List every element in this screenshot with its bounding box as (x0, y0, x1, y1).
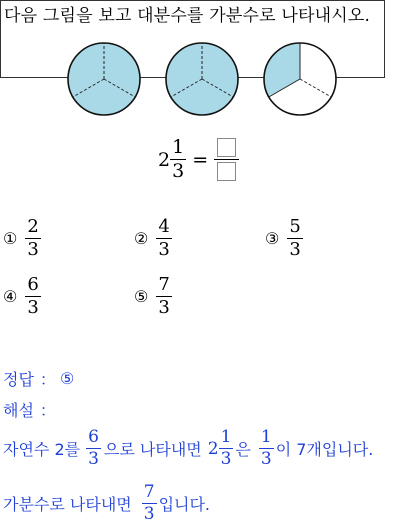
explanation-text: 으로 나타내면 (103, 440, 202, 459)
fraction-numerator: 7 (143, 482, 155, 502)
option-marker: ④ (3, 287, 18, 306)
option-1[interactable] (3, 218, 41, 259)
explanation-line-2 (3, 484, 210, 523)
option-numerator: 2 (27, 216, 39, 237)
option-denominator: 3 (158, 297, 170, 318)
explanation-text: 가분수로 나타내면 (3, 495, 132, 514)
option-marker: ③ (265, 229, 280, 248)
explanation-text: 자연수 2를 (3, 440, 81, 459)
answer-blank-fraction[interactable] (214, 138, 239, 181)
option-numerator: 5 (289, 216, 301, 237)
option-denominator: 3 (158, 239, 170, 260)
explanation-label: 해설 (3, 401, 34, 420)
explanation-colon: ： (39, 401, 56, 420)
denominator-blank-box[interactable] (217, 162, 236, 181)
fraction-denominator: 3 (143, 504, 155, 524)
mixed-whole: 2 (207, 438, 219, 459)
fraction-denominator: 3 (260, 449, 272, 469)
explanation-line-1 (3, 429, 373, 468)
option-marker: ① (3, 229, 18, 248)
option-5[interactable] (134, 276, 172, 317)
option-2[interactable] (134, 218, 172, 259)
option-3[interactable] (265, 218, 303, 259)
explanation-text: 입니다. (158, 495, 211, 514)
explanation-heading (3, 398, 56, 421)
option-denominator: 3 (27, 297, 39, 318)
option-denominator: 3 (27, 239, 39, 260)
fraction-numerator: 6 (88, 427, 99, 447)
fraction-numerator: 1 (220, 427, 232, 447)
fraction-denominator: 3 (220, 449, 232, 469)
explanation-text: 이 7개입니다. (275, 440, 374, 459)
option-denominator: 3 (289, 239, 301, 260)
answer-label: 정답 (3, 370, 34, 389)
option-4[interactable] (3, 276, 41, 317)
explanation-text: 은 (235, 440, 251, 459)
equation-denominator: 3 (172, 160, 185, 182)
equation (158, 138, 239, 181)
answer-value: ⑤ (59, 369, 75, 388)
answer-line (3, 367, 74, 390)
fraction-numerator: 1 (260, 427, 272, 447)
equation-numerator: 1 (172, 136, 185, 158)
fraction-denominator: 3 (88, 449, 99, 469)
option-numerator: 6 (27, 274, 39, 295)
equation-whole: 2 (158, 148, 171, 171)
option-numerator: 4 (158, 216, 170, 237)
equals-sign: = (192, 148, 209, 171)
numerator-blank-box[interactable] (217, 138, 236, 157)
option-numerator: 7 (158, 274, 170, 295)
option-marker: ⑤ (134, 287, 149, 306)
option-marker: ② (134, 229, 149, 248)
fraction-circles-figure (64, 38, 340, 120)
equation-fraction (170, 138, 186, 181)
answer-colon: ： (39, 370, 56, 389)
question-text: 다음 그림을 보고 대분수를 가분수로 나타내시오. (4, 6, 371, 26)
